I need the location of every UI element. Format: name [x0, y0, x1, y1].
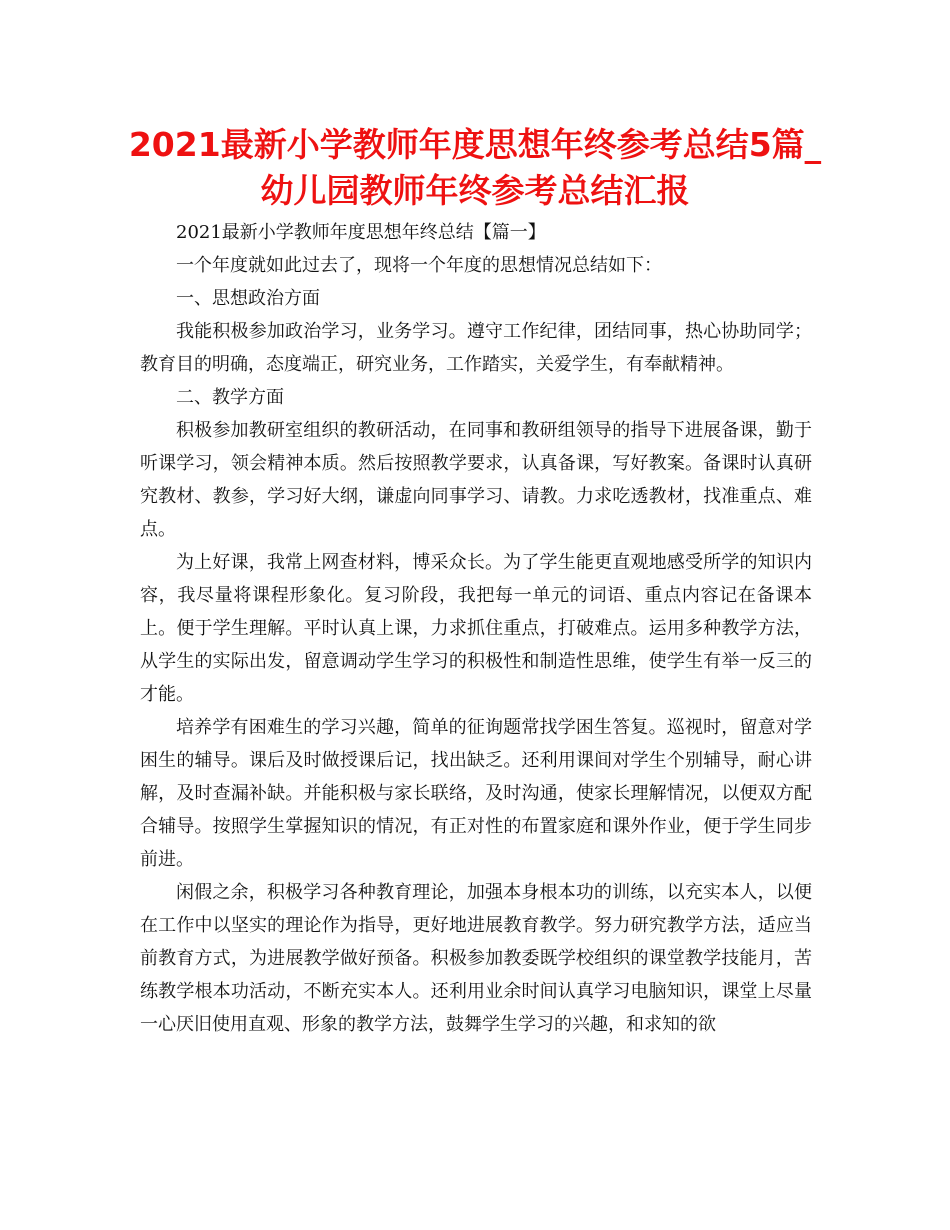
title-line-2: 幼儿园教师年终参考总结汇报 — [260, 171, 690, 210]
paragraph-struggling-students: 培养学有困难生的学习兴趣，简单的征询题常找学困生答复。巡视时，留意对学困生的辅导。课后及时做授课后记，找出缺乏。还利用课间对学生个别辅导，耐心讲解，及时查漏补缺。并能积极与家长联络，及时沟通，使家长理解情况，以便双方配合辅导。按照学生掌握知识的情况，有正对性的布置家庭和课外作业，便于学生同步前进。 — [140, 717, 812, 870]
paragraph-lesson-prep: 为上好课，我常上网查材料，博采众长。为了学生能更直观地感受所学的知识内容，我尽量将课程形象化。复习阶段，我把每一单元的词语、重点内容记在备课本上。便于学生理解。平时认真上课，力求抓住重点，打破难点。运用多种教学方法，从学生的实际出发，留意调动学生学习的积极性和制造性思维，使学生有举一反三的才能。 — [140, 552, 812, 705]
paragraph-self-study: 闲假之余，积极学习各种教育理论，加强本身根本功的训练，以充实本人，以便在工作中以坚实的理论作为指导，更好地进展教育教学。努力研究教学方法，适应当前教育方式，为进展教学做好预备。积极参加教委既学校组织的课堂教学技能月，苦练教学根本功活动，不断充实本人。还利用业余时间认真学习电脑知识，课堂上尽量一心厌旧使用直观、形象的教学方法，鼓舞学生学习的兴趣，和求知的欲 — [140, 882, 812, 1035]
intro-paragraph: 一个年度就如此过去了，现将一个年度的思想情况总结如下： — [176, 255, 662, 276]
paragraph-teaching-research: 积极参加教研室组织的教研活动，在同事和教研组领导的指导下进展备课，勤于听课学习，领会精神本质。然后按照教学要求，认真备课，写好教案。备课时认真研究教材、教参，学习好大纲，谦虚向同事学习、请教。力求吃透教材，找准重点、难点。 — [140, 420, 812, 540]
document-body — [140, 216, 812, 1041]
section-heading-article-one: 2021最新小学教师年度思想年终总结【篇一】 — [176, 222, 546, 243]
section-heading-teaching: 二、教学方面 — [176, 387, 284, 408]
section-heading-political: 一、思想政治方面 — [176, 288, 320, 309]
paragraph-political: 我能积极参加政治学习，业务学习。遵守工作纪律，团结同事，热心协助同学；教育目的明确，态度端正，研究业务，工作踏实，关爱学生，有奉献精神。 — [140, 321, 812, 375]
document-title — [0, 122, 950, 214]
title-line-1: 2021最新小学教师年度思想年终参考总结5篇_ — [128, 125, 822, 164]
